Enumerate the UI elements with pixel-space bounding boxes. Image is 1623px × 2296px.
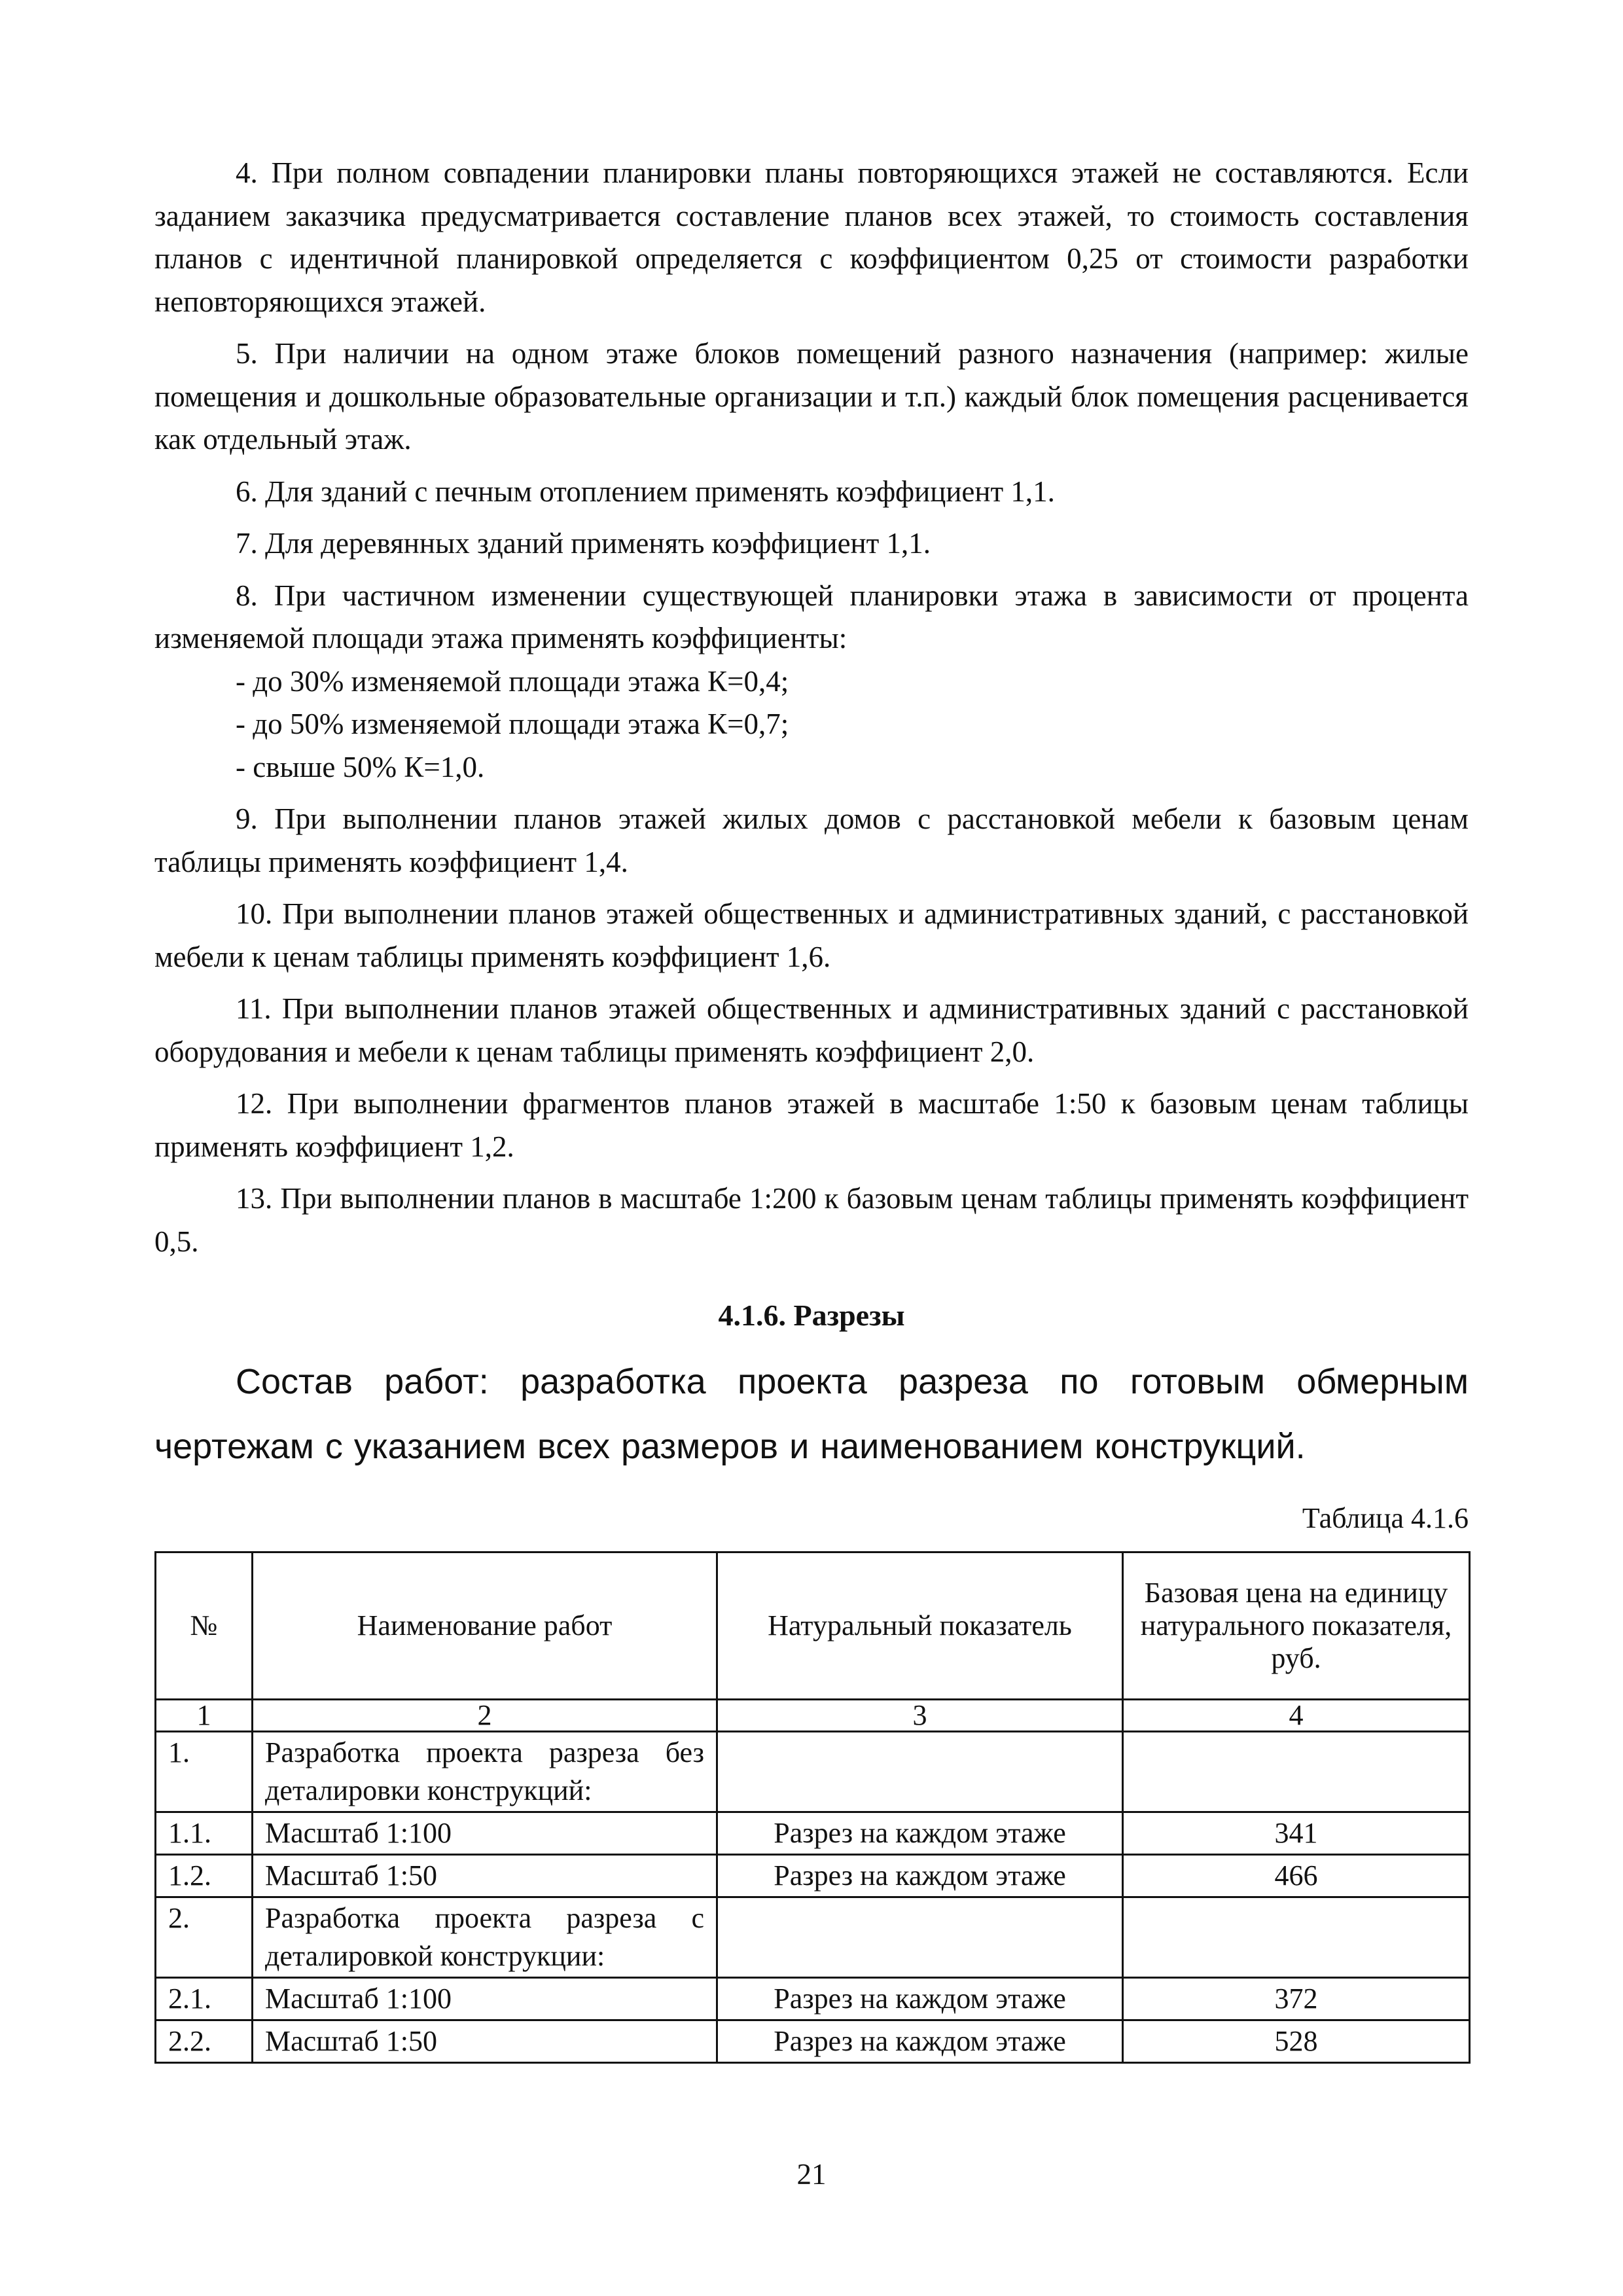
column-number: 2 (253, 1700, 717, 1732)
header-work-name: Наименование работ (253, 1552, 717, 1700)
table-row (156, 1812, 1470, 1855)
row-indicator: Разрез на каждом этаже (717, 1978, 1123, 2020)
row-number: 2. (156, 1897, 253, 1978)
row-number: 1. (156, 1732, 253, 1812)
row-number: 1.1. (156, 1812, 253, 1855)
row-work-name: Разработка проекта разреза без деталировки конструкций: (253, 1732, 717, 1812)
column-number: 3 (717, 1700, 1123, 1732)
table-caption: Таблица 4.1.6 (1302, 1502, 1469, 1534)
table-row (156, 1978, 1470, 2020)
paragraph-5: 5. При наличии на одном этаже блоков помещений разного назначения (например: жилые помещения и дошкольные образовательные организации и т.п.) каждый блок помещения расценивается как отдельный этаж. (154, 337, 1469, 456)
header-number: № (156, 1552, 253, 1700)
work-composition: Состав работ: разработка проекта разреза по готовым обмерным чертежам с указанием всех размеров и наименованием конструкций. (154, 1362, 1469, 1466)
paragraph-7: 7. Для деревянных зданий применять коэффициент 1,1. (236, 527, 931, 560)
paragraph-13: 13. При выполнении планов в масштабе 1:200 к базовым ценам таблицы применять коэффициент 0,5. (154, 1182, 1469, 1258)
table-row (156, 1855, 1470, 1897)
paragraph-4: 4. При полном совпадении планировки планы повторяющихся этажей не составляются. Если заданием заказчика предусматривается составление планов всех этажей, то стоимость составления планов с идентичной планировкой определяется с коэффициентом 0,25 от стоимости разработки неповторяющихся этажей. (154, 156, 1469, 318)
row-indicator (717, 1897, 1123, 1978)
price-table (154, 1551, 1471, 2064)
table-header-row (156, 1552, 1470, 1700)
paragraph-11: 11. При выполнении планов этажей общественных и административных зданий с расстановкой оборудования и мебели к ценам таблицы применять коэффициент 2,0. (154, 992, 1469, 1068)
table-row (156, 2020, 1470, 2063)
row-price (1123, 1732, 1470, 1812)
header-base-price: Базовая цена на единицу натурального показателя, руб. (1123, 1552, 1470, 1700)
paragraph-12: 12. При выполнении фрагментов планов этажей в масштабе 1:50 к базовым ценам таблицы применять коэффициент 1,2. (154, 1087, 1469, 1163)
row-work-name: Масштаб 1:50 (253, 1855, 717, 1897)
row-work-name: Масштаб 1:100 (253, 1978, 717, 2020)
row-work-name: Масштаб 1:50 (253, 2020, 717, 2063)
row-price: 528 (1123, 2020, 1470, 2063)
row-work-name: Масштаб 1:100 (253, 1812, 717, 1855)
row-work-name: Разработка проекта разреза с деталировкой конструкции: (253, 1897, 717, 1978)
list-item-over-50: - свыше 50% К=1,0. (236, 750, 485, 783)
list-item-50: - до 50% изменяемой площади этажа К=0,7; (236, 708, 789, 740)
header-indicator: Натуральный показатель (717, 1552, 1123, 1700)
row-indicator (717, 1732, 1123, 1812)
paragraph-8: 8. При частичном изменении существующей планировки этажа в зависимости от процента изменяемой площади этажа применять коэффициенты: (154, 579, 1469, 655)
page-content (154, 152, 1469, 2064)
row-number: 2.2. (156, 2020, 253, 2063)
list-item-30: - до 30% изменяемой площади этажа К=0,4; (236, 664, 789, 698)
paragraph-10: 10. При выполнении планов этажей общественных и административных зданий, с расстановкой мебели к ценам таблицы применять коэффициент 1,6. (154, 897, 1469, 973)
row-indicator: Разрез на каждом этаже (717, 1812, 1123, 1855)
column-number: 1 (156, 1700, 253, 1732)
row-price: 466 (1123, 1855, 1470, 1897)
row-indicator: Разрез на каждом этаже (717, 2020, 1123, 2063)
row-price (1123, 1897, 1470, 1978)
column-numbers-row (156, 1700, 1470, 1732)
column-number: 4 (1123, 1700, 1470, 1732)
row-price: 341 (1123, 1812, 1470, 1855)
table-row (156, 1732, 1470, 1812)
row-number: 1.2. (156, 1855, 253, 1897)
table-row (156, 1897, 1470, 1978)
page-number: 21 (796, 2158, 827, 2191)
paragraph-6: 6. Для зданий с печным отоплением применять коэффициент 1,1. (236, 475, 1055, 508)
section-title: 4.1.6. Разрезы (718, 1299, 905, 1332)
row-price: 372 (1123, 1978, 1470, 2020)
paragraph-9: 9. При выполнении планов этажей жилых домов с расстановкой мебели к базовым ценам таблицы применять коэффициент 1,4. (154, 802, 1469, 878)
row-number: 2.1. (156, 1978, 253, 2020)
row-indicator: Разрез на каждом этаже (717, 1855, 1123, 1897)
